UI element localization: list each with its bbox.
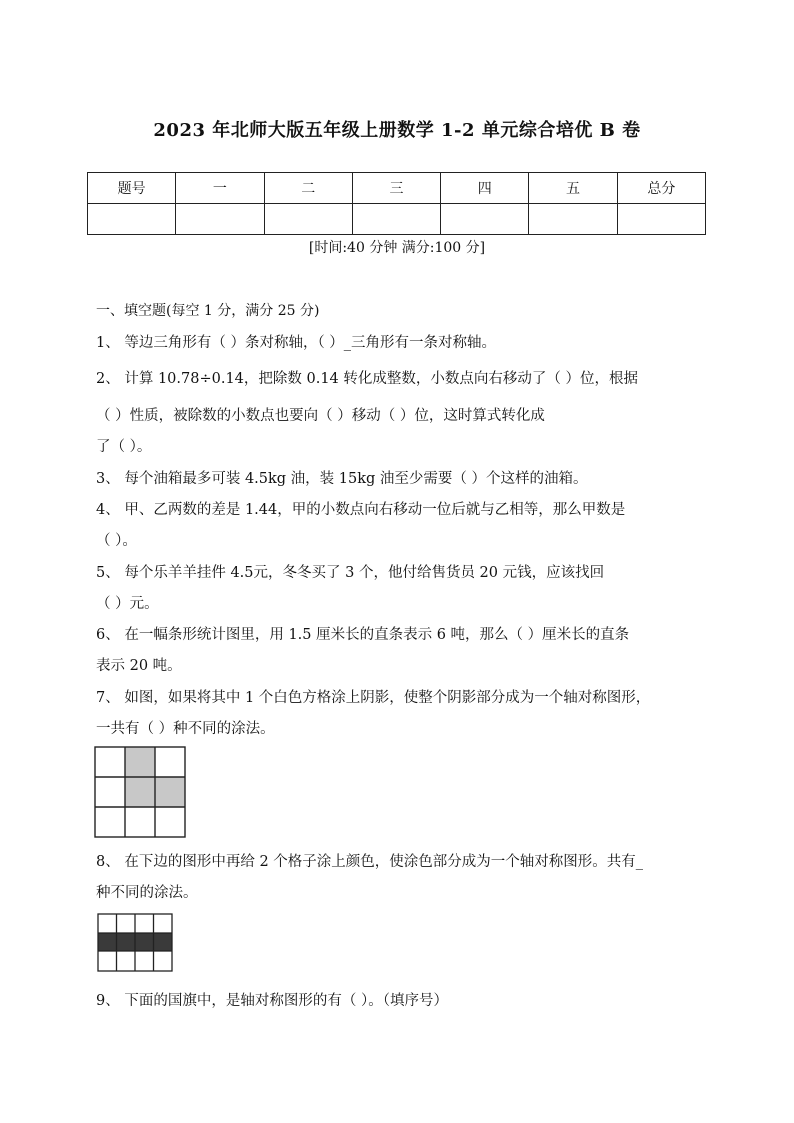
- page-title: 2023 年北师大版五年级上册数学 1-2 单元综合培优 B 卷: [153, 120, 641, 141]
- question-line: 5、 每个乐羊羊挂件 4.5元，冬冬买了 3 个，他付给售货员 20 元钱，应该找回: [96, 565, 605, 581]
- score-header-cell: 二: [264, 173, 352, 204]
- question-line: 3、 每个油箱最多可装 4.5kg 油，装 15kg 油至少需要（ ）个这样的油箱。: [96, 471, 588, 487]
- q7-grid-figure: [94, 746, 186, 838]
- score-table-header-row: [88, 173, 706, 204]
- question-line: 4、 甲、乙两数的差是 1.44，甲的小数点向右移动一位后就与乙相等，那么甲数是: [96, 502, 626, 518]
- score-cell: [617, 204, 705, 235]
- question-line: 表示 20 吨。: [96, 658, 182, 674]
- score-cell: [176, 204, 264, 235]
- q8-grid-figure: [97, 913, 175, 973]
- question-line: 1、 等边三角形有（ ）条对称轴，（ ）_三角形有一条对称轴。: [96, 335, 497, 351]
- question-line: （ ）性质，被除数的小数点也要向（ ）移动（ ）位，这时算式转化成: [96, 408, 545, 424]
- question-line: （ ）。: [96, 533, 137, 549]
- score-cell: [88, 204, 176, 235]
- question-line: 2、 计算 10.78÷0.14，把除数 0.14 转化成整数，小数点向右移动了（ ）位，根据: [96, 371, 638, 387]
- q7-shaded-cell: [125, 747, 155, 777]
- question-line: 种不同的涂法。: [96, 885, 198, 901]
- score-header-cell: 四: [441, 173, 529, 204]
- score-cell: [264, 204, 352, 235]
- question-line: 9、 下面的国旗中，是轴对称图形的有（ ）。（填序号）: [96, 993, 448, 1009]
- score-header-cell: 一: [176, 173, 264, 204]
- question-line: 一共有（ ）种不同的涂法。: [96, 721, 275, 737]
- section-heading: 一、填空题(每空 1 分，满分 25 分): [96, 303, 320, 319]
- score-cell: [352, 204, 440, 235]
- q7-shaded-cell: [125, 777, 155, 807]
- score-header-cell: 三: [352, 173, 440, 204]
- question-line: 了（ ）。: [96, 439, 152, 455]
- score-cell: [441, 204, 529, 235]
- time-info: [时间:40 分钟 满分:100 分]: [308, 240, 486, 256]
- score-header-cell: 总分: [617, 173, 705, 204]
- question-line: 7、 如图，如果将其中 1 个白色方格涂上阴影，使整个阴影部分成为一个轴对称图形，: [96, 690, 651, 706]
- q7-shaded-cell: [155, 777, 185, 807]
- score-cell: [529, 204, 617, 235]
- question-line: 6、 在一幅条形统计图里，用 1.5 厘米长的直条表示 6 吨，那么（ ）厘米长的直条: [96, 627, 630, 643]
- score-table: [87, 172, 706, 235]
- question-line: 8、 在下边的图形中再给 2 个格子涂上颜色，使涂色部分成为一个轴对称图形。共有_: [96, 854, 644, 870]
- score-header-cell: 五: [529, 173, 617, 204]
- score-header-cell: 题号: [88, 173, 176, 204]
- score-table-blank-row: [88, 204, 706, 235]
- question-line: （ ）元。: [96, 596, 159, 612]
